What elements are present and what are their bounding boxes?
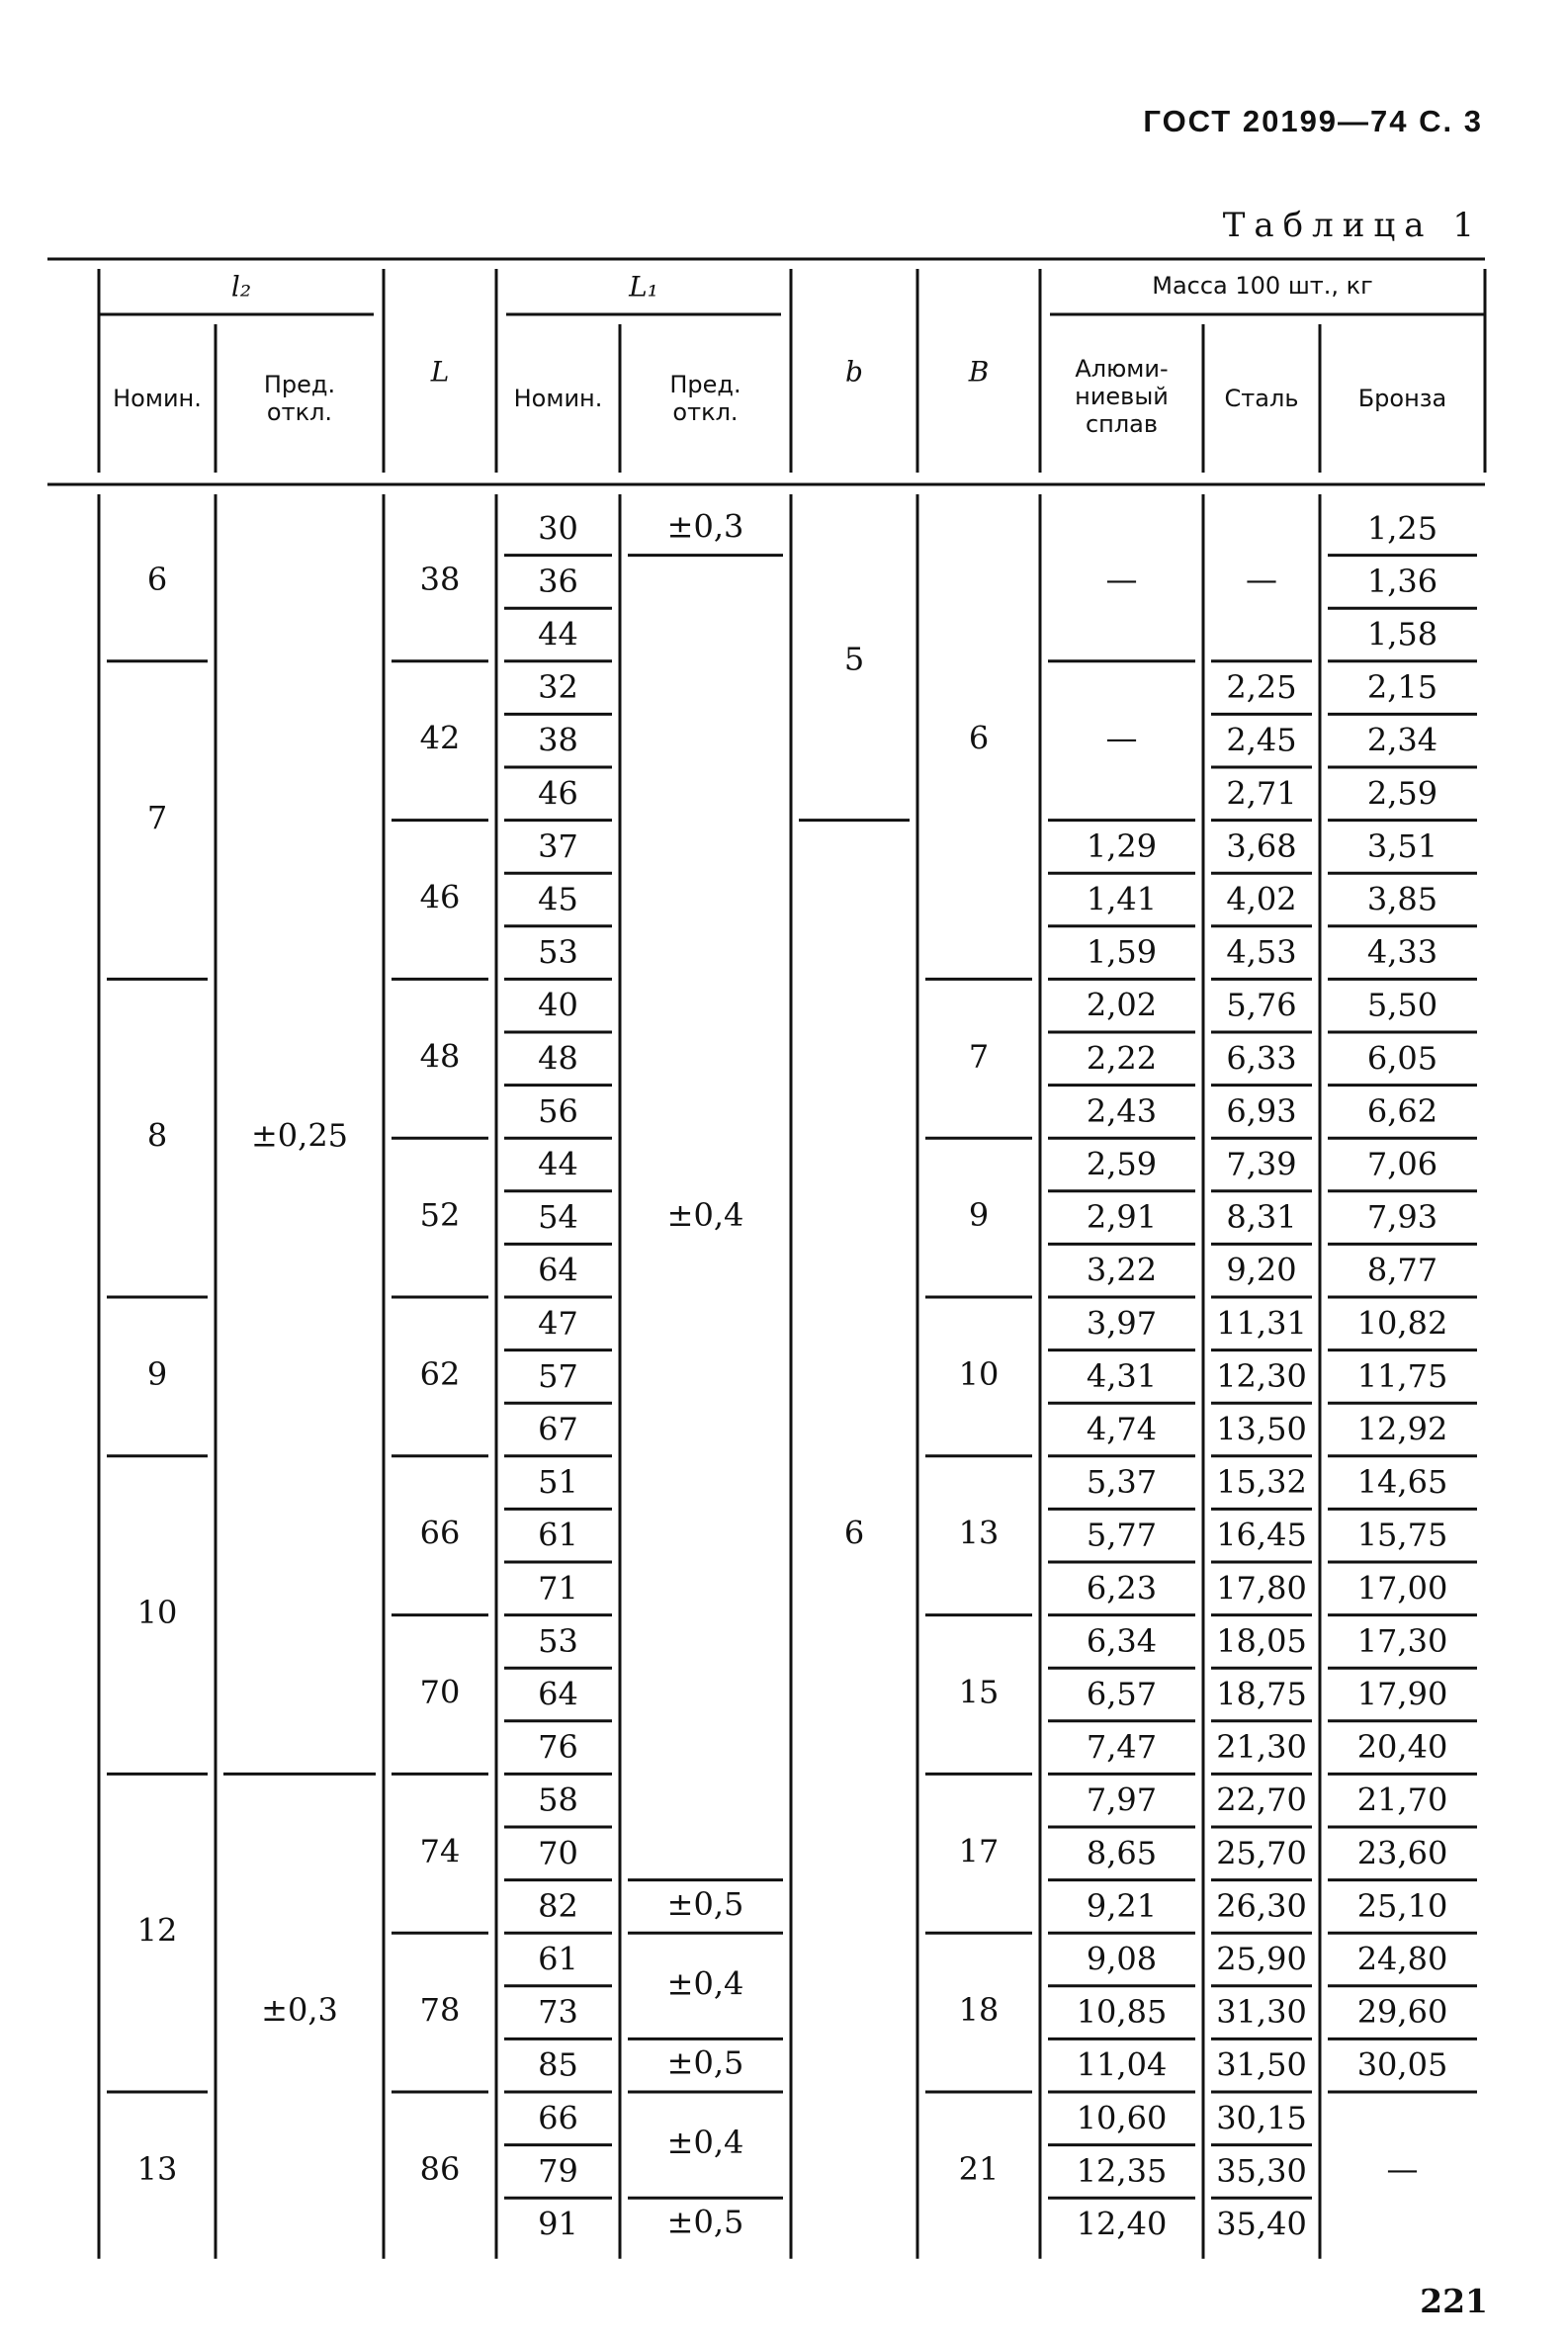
mass-aluminium-cell: 2,59 [1086, 1145, 1158, 1183]
l2-nominal-cell: 8 [146, 1116, 168, 1155]
mass-steel-cell: 3,68 [1226, 826, 1297, 865]
L1-nominal-cell: 64 [538, 1251, 578, 1289]
b-cell: 6 [843, 1514, 865, 1552]
mass-aluminium-cell: 1,59 [1086, 933, 1158, 972]
L1-tolerance-cell: ±0,4 [666, 1964, 744, 2003]
header-mass-bronze: Бронза [1357, 385, 1447, 412]
L1-nominal-cell: 51 [538, 1463, 578, 1502]
L1-nominal-cell: 48 [538, 1039, 578, 1078]
L1-nominal-cell: 70 [538, 1834, 578, 1872]
mass-aluminium-cell: 4,74 [1086, 1410, 1158, 1448]
mass-steel-cell: 7,39 [1226, 1145, 1297, 1183]
L1-nominal-cell: 79 [538, 2151, 578, 2190]
mass-bronze-cell: 1,58 [1366, 615, 1438, 653]
L1-nominal-cell: 53 [538, 933, 578, 972]
mass-bronze-cell: 20,40 [1356, 1728, 1448, 1767]
mass-bronze-cell: 21,70 [1356, 1780, 1448, 1819]
mass-bronze-cell: 29,60 [1356, 1993, 1448, 2032]
l2-nominal-cell: 13 [136, 2149, 178, 2188]
mass-bronze-cell: 17,00 [1356, 1569, 1448, 1607]
header-L1: L₁ [629, 270, 658, 304]
mass-aluminium-cell: 2,91 [1086, 1198, 1158, 1237]
mass-aluminium-cell: 1,41 [1086, 880, 1158, 918]
mass-steel-cell: 18,05 [1216, 1621, 1307, 1660]
mass-steel-cell: 31,50 [1216, 2045, 1307, 2084]
mass-aluminium-cell: 5,37 [1086, 1463, 1158, 1502]
B-cell: 6 [968, 719, 990, 757]
L-cell: 86 [419, 2149, 461, 2188]
header-l2-nominal: Номин. [113, 385, 202, 412]
L1-nominal-cell: 56 [538, 1091, 578, 1130]
header-B: B [968, 355, 990, 389]
header-L1-tolerance: откл. [672, 398, 739, 426]
L1-nominal-cell: 54 [538, 1198, 578, 1237]
L1-nominal-cell: 53 [538, 1621, 578, 1660]
header-mass-aluminium: Алюми- [1075, 355, 1169, 383]
mass-bronze-cell: 4,33 [1366, 933, 1438, 972]
mass-steel-cell: — [1246, 560, 1277, 598]
mass-bronze-cell: 7,06 [1366, 1145, 1438, 1183]
mass-aluminium-cell: 11,04 [1076, 2045, 1168, 2084]
L1-nominal-cell: 85 [538, 2045, 578, 2084]
L1-nominal-cell: 61 [538, 1940, 578, 1978]
mass-steel-cell: 17,80 [1216, 1569, 1307, 1607]
mass-aluminium-cell: 10,60 [1076, 2099, 1168, 2137]
mass-aluminium-cell: 10,85 [1076, 1993, 1168, 2032]
mass-bronze-cell: 1,36 [1366, 562, 1438, 600]
mass-steel-cell: 9,20 [1226, 1251, 1297, 1289]
mass-bronze-cell: 12,92 [1356, 1410, 1448, 1448]
L1-nominal-cell: 57 [538, 1356, 578, 1395]
L-cell: 52 [419, 1196, 461, 1235]
mass-steel-cell: 26,30 [1216, 1886, 1307, 1925]
mass-steel-cell: 21,30 [1216, 1728, 1307, 1767]
L-cell: 38 [419, 560, 461, 598]
L1-nominal-cell: 46 [538, 774, 578, 813]
mass-steel-cell: 15,32 [1216, 1463, 1307, 1502]
mass-bronze-cell: 23,60 [1356, 1834, 1448, 1872]
page-number: 221 [1420, 2282, 1488, 2320]
mass-aluminium-cell: 7,47 [1086, 1728, 1158, 1767]
mass-bronze-cell: 15,75 [1356, 1516, 1448, 1554]
mass-steel-cell: 25,70 [1216, 1834, 1307, 1872]
mass-bronze-cell: 1,25 [1366, 509, 1438, 548]
mass-steel-cell: 4,02 [1226, 880, 1297, 918]
header-mass-steel: Сталь [1224, 385, 1299, 412]
L1-nominal-cell: 73 [538, 1993, 578, 2032]
L1-nominal-cell: 82 [538, 1886, 578, 1925]
L1-nominal-cell: 40 [538, 986, 578, 1024]
mass-bronze-cell: 7,93 [1366, 1198, 1438, 1237]
L-cell: 66 [419, 1514, 461, 1552]
l2-nominal-cell: 12 [136, 1911, 178, 1950]
L-cell: 48 [419, 1037, 461, 1076]
mass-steel-cell: 31,30 [1216, 1993, 1307, 2032]
table-caption: Таблица 1 [1222, 206, 1483, 245]
L1-nominal-cell: 67 [538, 1410, 578, 1448]
mass-bronze-cell: 10,82 [1356, 1304, 1448, 1343]
L1-nominal-cell: 58 [538, 1780, 578, 1819]
l2-tolerance-cell: ±0,25 [250, 1116, 349, 1155]
mass-aluminium-cell: 6,57 [1086, 1675, 1158, 1713]
l2-nominal-cell: 7 [146, 799, 168, 837]
mass-steel-cell: 12,30 [1216, 1356, 1307, 1395]
L1-tolerance-cell: ±0,5 [666, 1884, 744, 1923]
mass-bronze-cell: 24,80 [1356, 1940, 1448, 1978]
mass-steel-cell: 16,45 [1216, 1516, 1307, 1554]
L-cell: 78 [419, 1991, 461, 2030]
mass-steel-cell: 6,93 [1226, 1091, 1297, 1130]
L1-nominal-cell: 91 [538, 2205, 578, 2243]
mass-steel-cell: 2,45 [1226, 721, 1297, 759]
L1-tolerance-cell: ±0,4 [666, 2124, 744, 2162]
mass-bronze-cell: — [1386, 2149, 1419, 2188]
L1-nominal-cell: 71 [538, 1569, 578, 1607]
mass-bronze-cell: 6,05 [1366, 1039, 1438, 1078]
mass-steel-cell: 11,31 [1216, 1304, 1307, 1343]
l2-nominal-cell: 6 [146, 560, 168, 598]
l2-tolerance-cell: ±0,3 [261, 1991, 338, 2030]
B-cell: 10 [958, 1354, 1000, 1393]
mass-steel-cell: 2,25 [1226, 668, 1297, 707]
mass-bronze-cell: 2,59 [1366, 774, 1438, 813]
mass-bronze-cell: 30,05 [1356, 2045, 1448, 2084]
B-cell: 7 [968, 1037, 990, 1076]
header-L1-nominal: Номин. [513, 385, 603, 412]
L1-nominal-cell: 66 [538, 2099, 578, 2137]
mass-bronze-cell: 5,50 [1366, 986, 1438, 1024]
L1-nominal-cell: 44 [538, 615, 578, 653]
mass-bronze-cell: 3,51 [1366, 826, 1438, 865]
mass-aluminium-cell: 6,23 [1086, 1569, 1158, 1607]
document-reference: ГОСТ 20199—74 С. 3 [1143, 104, 1483, 138]
L-cell: 74 [419, 1832, 461, 1870]
mass-steel-cell: 25,90 [1216, 1940, 1307, 1978]
header-mass-aluminium: ниевый [1075, 383, 1169, 410]
header-mass-aluminium: сплав [1085, 410, 1159, 438]
mass-aluminium-cell: 7,97 [1086, 1780, 1158, 1819]
L1-tolerance-cell: ±0,5 [666, 2043, 744, 2082]
L1-tolerance-cell: ±0,3 [666, 507, 744, 546]
L-cell: 62 [419, 1354, 461, 1393]
mass-bronze-cell: 14,65 [1356, 1463, 1448, 1502]
l2-nominal-cell: 9 [146, 1354, 168, 1393]
L1-nominal-cell: 32 [538, 668, 578, 707]
mass-aluminium-cell: 2,43 [1086, 1091, 1158, 1130]
mass-steel-cell: 6,33 [1226, 1039, 1297, 1078]
L-cell: 70 [419, 1673, 461, 1711]
L1-nominal-cell: 38 [538, 721, 578, 759]
mass-steel-cell: 8,31 [1226, 1198, 1297, 1237]
B-cell: 18 [958, 1991, 1000, 2030]
L1-nominal-cell: 44 [538, 1145, 578, 1183]
mass-bronze-cell: 6,62 [1366, 1091, 1438, 1130]
mass-aluminium-cell: 2,02 [1086, 986, 1158, 1024]
L-cell: 42 [419, 719, 461, 757]
mass-aluminium-cell: 12,40 [1076, 2205, 1168, 2243]
mass-bronze-cell: 8,77 [1366, 1251, 1438, 1289]
L1-nominal-cell: 64 [538, 1675, 578, 1713]
L1-tolerance-cell: ±0,4 [666, 1196, 744, 1235]
mass-aluminium-cell: 9,08 [1086, 1940, 1158, 1978]
mass-aluminium-cell: 3,97 [1086, 1304, 1158, 1343]
header-L: L [430, 355, 450, 389]
mass-steel-cell: 22,70 [1216, 1780, 1307, 1819]
B-cell: 13 [958, 1514, 1000, 1552]
header-l2-tolerance: откл. [266, 398, 333, 426]
mass-bronze-cell: 17,30 [1356, 1621, 1448, 1660]
mass-steel-cell: 35,40 [1216, 2205, 1307, 2243]
L1-nominal-cell: 37 [538, 826, 578, 865]
mass-aluminium-cell: 6,34 [1086, 1621, 1158, 1660]
L1-nominal-cell: 30 [538, 509, 578, 548]
header-L1-tolerance: Пред. [669, 371, 741, 398]
L1-nominal-cell: 36 [538, 562, 578, 600]
L-cell: 46 [419, 878, 461, 916]
B-cell: 21 [958, 2149, 1000, 2188]
l2-nominal-cell: 10 [136, 1594, 178, 1632]
L1-nominal-cell: 61 [538, 1516, 578, 1554]
mass-bronze-cell: 2,15 [1366, 668, 1438, 707]
mass-bronze-cell: 25,10 [1356, 1886, 1448, 1925]
header-l2: l₂ [230, 270, 252, 304]
L1-nominal-cell: 47 [538, 1304, 578, 1343]
mass-aluminium-cell: 1,29 [1086, 826, 1158, 865]
mass-aluminium-cell: 9,21 [1086, 1886, 1158, 1925]
B-cell: 9 [968, 1196, 990, 1235]
L1-nominal-cell: 45 [538, 880, 578, 918]
L1-nominal-cell: 76 [538, 1728, 578, 1767]
mass-steel-cell: 5,76 [1226, 986, 1297, 1024]
mass-steel-cell: 18,75 [1216, 1675, 1307, 1713]
mass-steel-cell: 30,15 [1216, 2099, 1307, 2137]
header-b: b [845, 355, 863, 389]
mass-aluminium-cell: 5,77 [1086, 1516, 1158, 1554]
b-cell: 5 [843, 640, 865, 678]
mass-bronze-cell: 11,75 [1356, 1356, 1448, 1395]
mass-aluminium-cell: — [1105, 719, 1138, 757]
mass-steel-cell: 13,50 [1216, 1410, 1307, 1448]
mass-aluminium-cell: 8,65 [1086, 1834, 1158, 1872]
mass-steel-cell: 2,71 [1226, 774, 1297, 813]
mass-bronze-cell: 2,34 [1366, 721, 1438, 759]
mass-steel-cell: 35,30 [1216, 2151, 1307, 2190]
B-cell: 17 [958, 1832, 1000, 1870]
B-cell: 15 [958, 1673, 1000, 1711]
header-mass: Масса 100 шт., кг [1152, 272, 1373, 300]
mass-aluminium-cell: 12,35 [1076, 2151, 1168, 2190]
mass-aluminium-cell: 2,22 [1086, 1039, 1158, 1078]
mass-aluminium-cell: — [1105, 560, 1138, 598]
mass-aluminium-cell: 3,22 [1086, 1251, 1158, 1289]
mass-bronze-cell: 17,90 [1356, 1675, 1448, 1713]
header-l2-tolerance: Пред. [263, 371, 336, 398]
L1-tolerance-cell: ±0,5 [666, 2203, 744, 2241]
mass-steel-cell: 4,53 [1226, 933, 1297, 972]
mass-aluminium-cell: 4,31 [1086, 1356, 1158, 1395]
mass-bronze-cell: 3,85 [1366, 880, 1438, 918]
